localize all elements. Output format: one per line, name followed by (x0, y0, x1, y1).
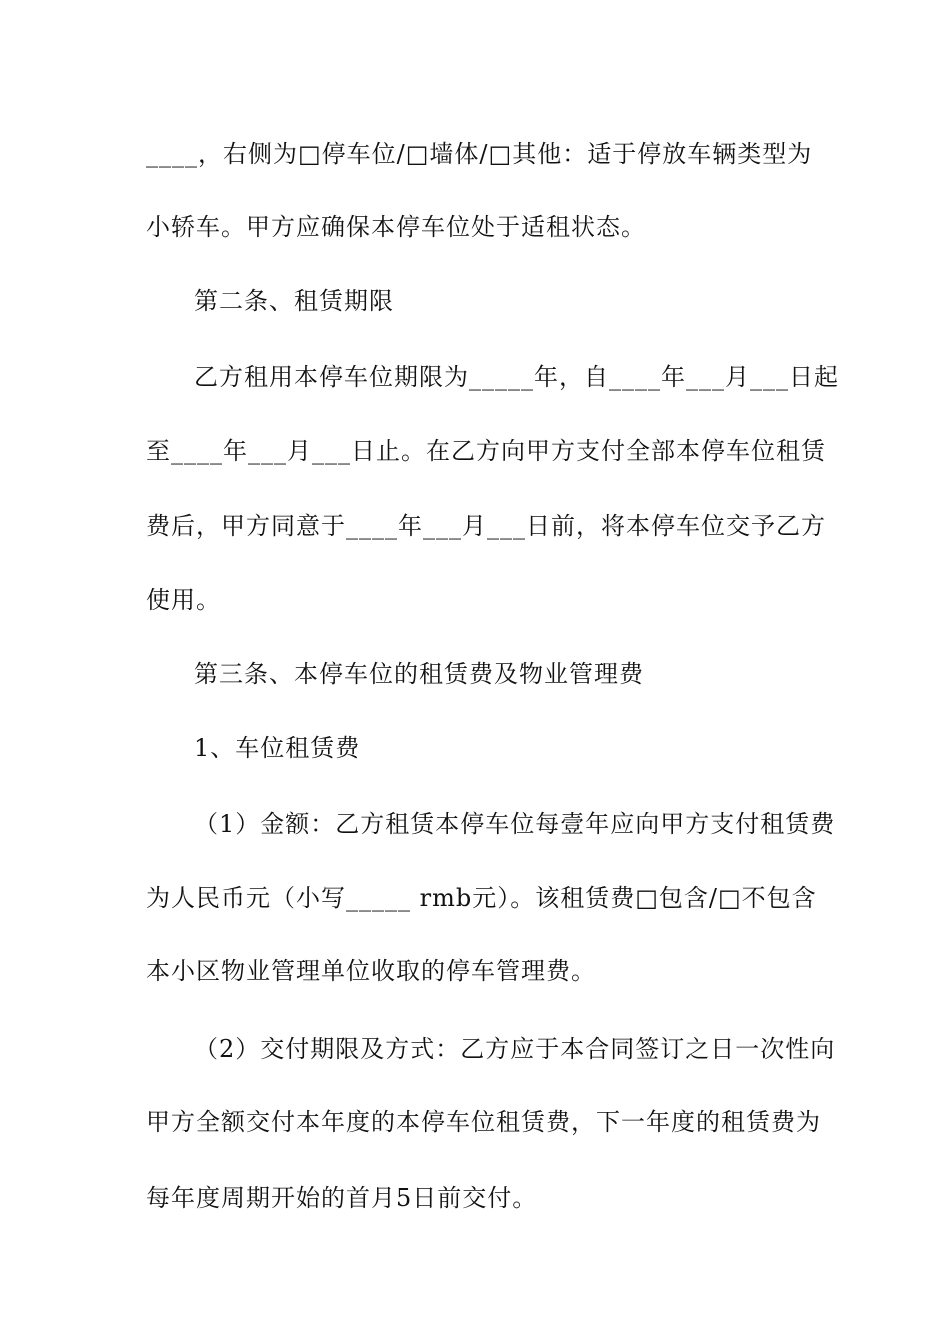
text-line: 每年度周期开始的首月5日前交付。 (146, 1184, 538, 1212)
text-line: 使用。 (146, 586, 221, 614)
text-line: （1）金额：乙方租赁本停车位每壹年应向甲方支付租赁费 (194, 810, 836, 838)
text-line: 本小区物业管理单位收取的停车管理费。 (146, 957, 596, 985)
text-line: （2）交付期限及方式：乙方应于本合同签订之日一次性向 (194, 1035, 836, 1063)
text-line: 小轿车。甲方应确保本停车位处于适租状态。 (146, 213, 646, 241)
section-heading: 第三条、本停车位的租赁费及物业管理费 (194, 660, 644, 688)
text-line: 乙方租用本停车位期限为_____年，自____年___月___日起 (194, 363, 839, 391)
section-heading: 第二条、租赁期限 (194, 287, 394, 315)
text-line: 为人民币元（小写_____ rmb元）。该租赁费□包含/□不包含 (146, 884, 817, 912)
text-line: ____，右侧为□停车位/□墙体/□其他：适于停放车辆类型为 (146, 140, 813, 168)
subsection-heading: 1、车位租赁费 (194, 734, 361, 762)
text-line: 甲方全额交付本年度的本停车位租赁费，下一年度的租赁费为 (146, 1108, 821, 1136)
text-line: 至____年___月___日止。在乙方向甲方支付全部本停车位租赁 (146, 437, 826, 465)
text-line: 费后，甲方同意于____年___月___日前，将本停车位交予乙方 (146, 512, 826, 540)
